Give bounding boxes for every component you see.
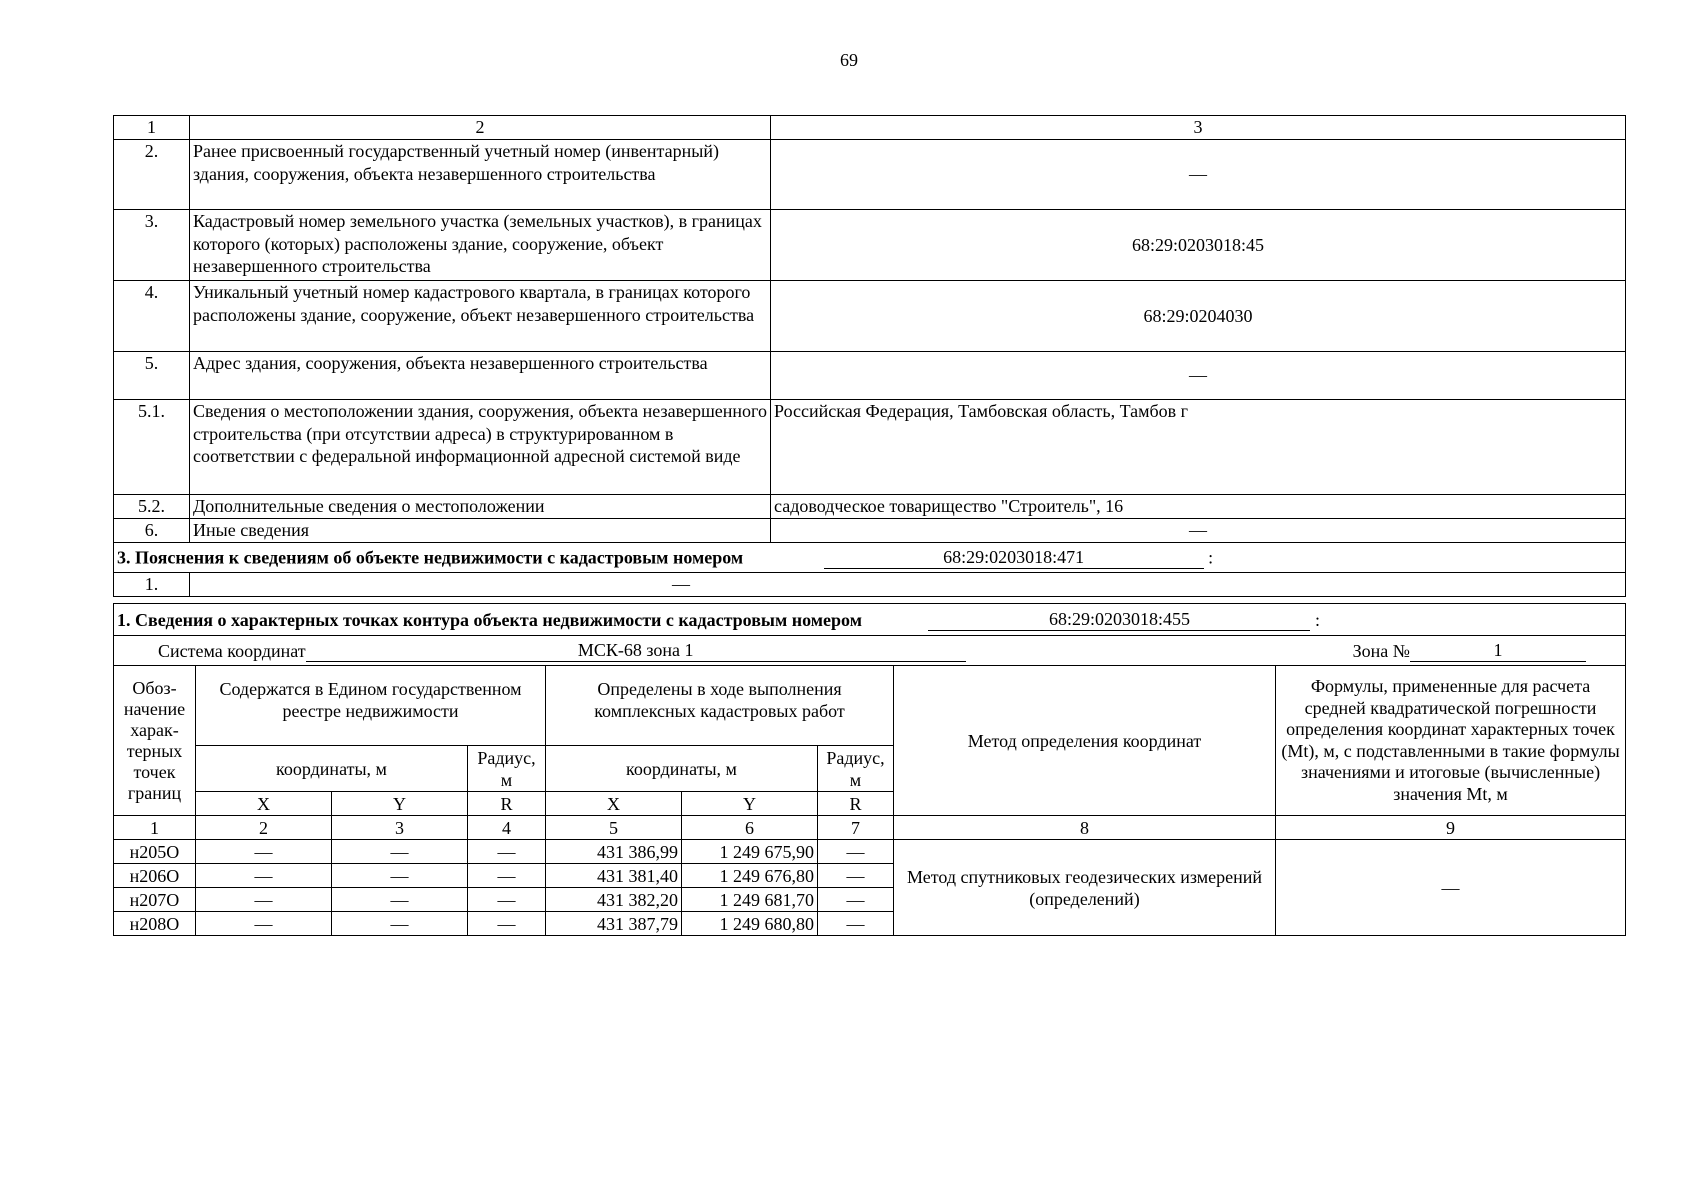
egrn-y: — (332, 840, 468, 864)
egrn-coords-header: координаты, м (196, 746, 468, 792)
column-number: 3 (332, 816, 468, 840)
egrn-x: — (196, 840, 332, 864)
row-value: садоводческое товарищество "Строитель", 16 (771, 495, 1626, 519)
kkr-coords-header: координаты, м (546, 746, 818, 792)
section3-title-row (114, 543, 1626, 573)
row-value-text: — (672, 574, 690, 594)
header-row (114, 666, 1626, 746)
column-number: 2 (196, 816, 332, 840)
column-number: 1 (114, 816, 196, 840)
header-row (114, 116, 1626, 140)
row-number: 6. (114, 519, 190, 543)
egrn-y: — (332, 864, 468, 888)
kkr-x: 431 387,79 (546, 912, 682, 936)
table-row (114, 840, 1626, 864)
table-row (114, 519, 1626, 543)
egrn-r: — (468, 912, 546, 936)
egrn-x: — (196, 888, 332, 912)
egrn-x: — (196, 864, 332, 888)
header-cell: 3 (771, 116, 1626, 140)
kkr-r: — (818, 864, 894, 888)
row-label: Адрес здания, сооружения, объекта незавершенного строительства (190, 352, 771, 400)
column-number: 4 (468, 816, 546, 840)
zone-value: 1 (1410, 639, 1586, 662)
header-cell: 2 (190, 116, 771, 140)
row-number: 4. (114, 281, 190, 352)
points-table (113, 603, 1626, 936)
column-number-row (114, 816, 1626, 840)
kkr-x: 431 381,40 (546, 864, 682, 888)
row-label: Кадастровый номер земельного участка (земельных участков), в границах которого (которых) расположены здание, сооружение, объект незавершенного строительства (190, 210, 771, 281)
formulas-header: Формулы, примененные для расчета средней квадратической погрешности определения координат характерных точек (Mt), м, с подставленными в такие формулы значениями и итоговые (вычисленные) значения Mt, м (1276, 666, 1626, 816)
row-label: Иные сведения (190, 519, 771, 543)
row-number: 5.1. (114, 400, 190, 495)
section3-title: 3. Пояснения к сведениям об объекте недвижимости с кадастровым номером (117, 547, 744, 568)
table-row (114, 210, 1626, 281)
kkr-y: 1 249 676,80 (682, 864, 818, 888)
row-value: — (771, 352, 1626, 400)
egrn-y: — (332, 912, 468, 936)
row-number: 5.2. (114, 495, 190, 519)
table-row (114, 573, 1626, 597)
point-id: н205О (114, 840, 196, 864)
formula-value: — (1276, 840, 1626, 936)
table-row (114, 400, 1626, 495)
row-value (190, 573, 1626, 597)
table-row (114, 140, 1626, 210)
egrn-r: — (468, 840, 546, 864)
designation-header: Обоз-начение харак-терных точек границ (114, 666, 196, 816)
egrn-r: — (468, 888, 546, 912)
section3-cadastral-number: 68:29:0203018:471 (824, 546, 1204, 569)
row-label: Ранее присвоенный государственный учетный номер (инвентарный) здания, сооружения, объекта незавершенного строительства (190, 140, 771, 210)
points-title: 1. Сведения о характерных точках контура объекта недвижимости с кадастровым номером (117, 610, 862, 630)
row-number: 5. (114, 352, 190, 400)
kkr-y-header: Y (682, 792, 818, 816)
egrn-x: — (196, 912, 332, 936)
egrn-r-header: R (468, 792, 546, 816)
row-value: — (771, 140, 1626, 210)
kkr-r-header: R (818, 792, 894, 816)
kkr-r: — (818, 912, 894, 936)
kkr-r: — (818, 888, 894, 912)
table-row (114, 495, 1626, 519)
column-number: 9 (1276, 816, 1626, 840)
column-number: 5 (546, 816, 682, 840)
egrn-y-header: Y (332, 792, 468, 816)
zone-label: Зона № (1352, 641, 1410, 661)
row-number: 3. (114, 210, 190, 281)
kkr-x-header: X (546, 792, 682, 816)
kkr-r: — (818, 840, 894, 864)
header-cell: 1 (114, 116, 190, 140)
kkr-radius-header: Радиус, м (818, 746, 894, 792)
point-id: н207О (114, 888, 196, 912)
point-id: н206О (114, 864, 196, 888)
object-info-table (113, 115, 1626, 597)
row-value: 68:29:0204030 (771, 281, 1626, 352)
kkr-y: 1 249 675,90 (682, 840, 818, 864)
row-label: Дополнительные сведения о местоположении (190, 495, 771, 519)
row-value: 68:29:0203018:45 (771, 210, 1626, 281)
egrn-header: Содержатся в Едином государственном реестре недвижимости (196, 666, 546, 746)
column-number: 6 (682, 816, 818, 840)
column-number: 7 (818, 816, 894, 840)
row-number: 1. (114, 573, 190, 597)
egrn-y: — (332, 888, 468, 912)
kkr-y: 1 249 681,70 (682, 888, 818, 912)
points-cadastral-number: 68:29:0203018:455 (928, 608, 1310, 631)
coord-system-label: Система координат (158, 641, 306, 661)
table-row (114, 352, 1626, 400)
table-row (114, 281, 1626, 352)
page-number: 69 (840, 50, 858, 70)
kkr-y: 1 249 680,80 (682, 912, 818, 936)
method-header: Метод определения координат (894, 666, 1276, 816)
coord-system-row (114, 636, 1626, 666)
egrn-r: — (468, 864, 546, 888)
kkr-x: 431 382,20 (546, 888, 682, 912)
method-value: Метод спутниковых геодезических измерений (определений) (894, 840, 1276, 936)
points-colon: : (1314, 610, 1320, 630)
section3-colon: : (1208, 547, 1214, 568)
row-number: 2. (114, 140, 190, 210)
kkr-x: 431 386,99 (546, 840, 682, 864)
row-value: Российская Федерация, Тамбовская область, Тамбов г (771, 400, 1626, 495)
kkr-header: Определены в ходе выполнения комплексных кадастровых работ (546, 666, 894, 746)
column-number: 8 (894, 816, 1276, 840)
points-title-row (114, 604, 1626, 636)
row-label: Сведения о местоположении здания, сооружения, объекта незавершенного строительства (при отсутствии адреса) в структурированном в соответствии с федеральной информационной адресной системой виде (190, 400, 771, 495)
point-id: н208О (114, 912, 196, 936)
coord-system-value: МСК-68 зона 1 (306, 639, 966, 662)
row-value: — (771, 519, 1626, 543)
egrn-x-header: X (196, 792, 332, 816)
egrn-radius-header: Радиус, м (468, 746, 546, 792)
row-label: Уникальный учетный номер кадастрового квартала, в границах которого расположены здание, сооружение, объект незавершенного строительства (190, 281, 771, 352)
